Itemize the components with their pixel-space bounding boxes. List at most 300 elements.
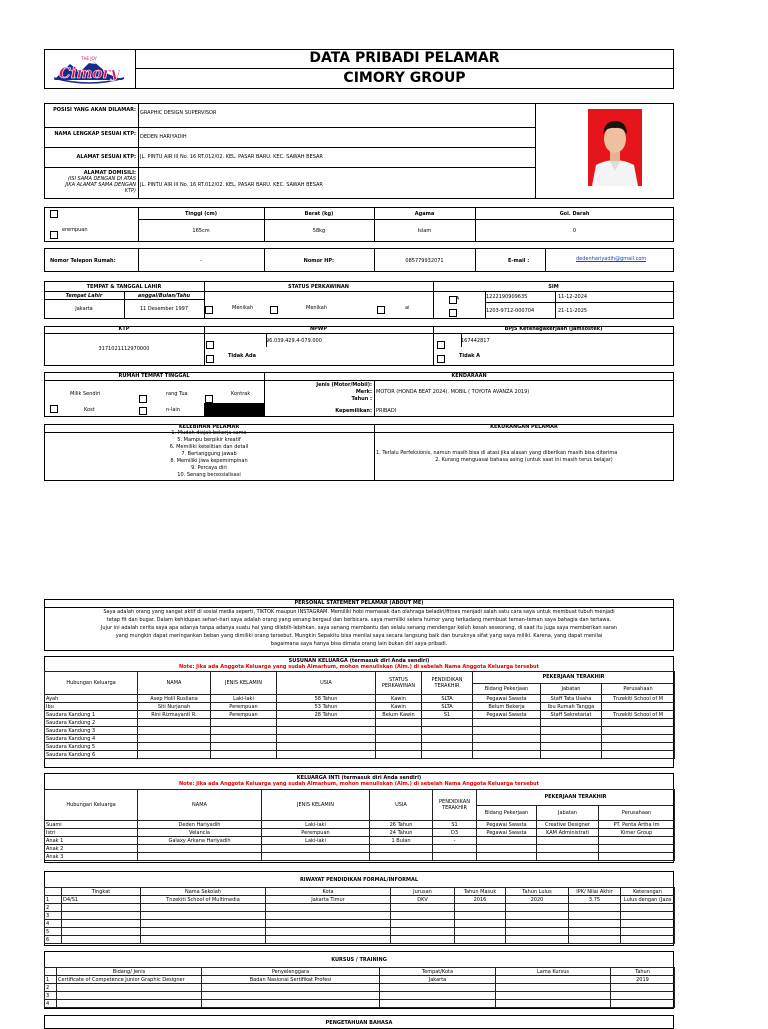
pendidikan-row-cell[interactable] bbox=[266, 928, 391, 936]
pendidikan-row bbox=[45, 896, 675, 904]
susunan-row bbox=[45, 695, 675, 703]
susunan-row bbox=[45, 711, 675, 719]
susunan-row-cell[interactable]: Rini Rizmayanti R. bbox=[138, 711, 211, 719]
ttl-tanggal-value[interactable]: 11 Desember 1997 bbox=[139, 306, 189, 312]
susunan-row-cell[interactable]: Perempuan bbox=[211, 703, 277, 711]
pendidikan-table bbox=[44, 887, 675, 944]
susunan-row-cell[interactable] bbox=[422, 719, 473, 727]
pendidikan-row-cell[interactable] bbox=[506, 920, 569, 928]
susunan-row-cell[interactable]: 58 Tahun bbox=[277, 695, 376, 703]
inti-row-cell[interactable] bbox=[599, 837, 675, 845]
susunan-row-cell[interactable] bbox=[473, 719, 541, 727]
kursus-row-cell[interactable]: 2019 bbox=[611, 976, 675, 984]
susunan-header: JENIS KELAMIN bbox=[211, 672, 277, 695]
kekurangan-item-1[interactable]: 1. Terlalu Perfeksionis, namun masih bisa di atasi jika alasan yang diberikan masih bisa diterima bbox=[376, 450, 618, 456]
inti-row-cell[interactable] bbox=[433, 853, 477, 861]
susunan-row-cell[interactable]: 28 Tahun bbox=[277, 711, 376, 719]
statement-section: PERSONAL STATEMENT PELAMAR (ABOUT ME) bbox=[294, 600, 424, 606]
kekurangan-item-2[interactable]: 2. Kurang menguasai bahasa asing (untuk saat ini masih terus belajar) bbox=[435, 457, 613, 463]
gol-value[interactable]: 0 bbox=[572, 228, 577, 234]
susunan-row-cell[interactable]: Saudara Kandung 3 bbox=[45, 727, 138, 735]
susunan-row-cell[interactable] bbox=[541, 735, 602, 743]
alamat-dom-value[interactable]: JL. PINTU AIR III No. 16 RT.012/02. KEL. PASAR BARU. KEC. SAWAH BESAR bbox=[140, 182, 323, 188]
inti-row-cell[interactable]: Laki-laki bbox=[262, 837, 370, 845]
kursus-row-cell[interactable] bbox=[496, 1000, 611, 1008]
pendidikan-row-cell[interactable] bbox=[621, 928, 675, 936]
pendidikan-row-cell[interactable] bbox=[391, 936, 455, 944]
susunan-row-cell[interactable] bbox=[541, 751, 602, 759]
kursus-row-cell[interactable] bbox=[380, 984, 496, 992]
pendidikan-row-cell[interactable] bbox=[391, 912, 455, 920]
pendidikan-row-cell[interactable] bbox=[62, 928, 141, 936]
susunan-row-cell[interactable]: Staff Sekretariat bbox=[541, 711, 602, 719]
kursus-row bbox=[45, 984, 675, 992]
susunan-row-cell[interactable]: Saudara Kandung 6 bbox=[45, 751, 138, 759]
inti-row-cell[interactable] bbox=[477, 845, 537, 853]
kendaraan-jenis-value[interactable]: MOTOR (HONDA BEAT 2024). MOBIL ( TOYOTA AVANZA 2019) bbox=[376, 389, 530, 395]
kelebihan-list[interactable] bbox=[44, 430, 374, 478]
susunan-row-cell[interactable] bbox=[277, 719, 376, 727]
susunan-row-cell[interactable] bbox=[138, 727, 211, 735]
susunan-row-cell[interactable] bbox=[422, 751, 473, 759]
susunan-row-cell[interactable]: Pegawai Swasta bbox=[473, 695, 541, 703]
kursus-row-cell[interactable] bbox=[496, 984, 611, 992]
susunan-row-cell[interactable]: S1 bbox=[422, 711, 473, 719]
susunan-row-cell[interactable] bbox=[541, 727, 602, 735]
rumah-phone-label: Nomor Telepon Rumah: bbox=[50, 258, 116, 264]
pendidikan-row-cell[interactable]: 4 bbox=[45, 920, 62, 928]
susunan-row-cell[interactable]: Saudara Kandung 1 bbox=[45, 711, 138, 719]
pendidikan-row-cell[interactable] bbox=[506, 936, 569, 944]
bpjs-checkbox-tidak[interactable] bbox=[437, 355, 445, 363]
inti-row-cell[interactable]: 26 Tahun bbox=[370, 821, 433, 829]
npwp-value[interactable]: 96.039.429.4-079.000 bbox=[266, 338, 322, 344]
susunan-row bbox=[45, 727, 675, 735]
inti-row-cell[interactable]: Laki-laki bbox=[262, 821, 370, 829]
pendidikan-row-cell[interactable]: Jakarta Timur bbox=[266, 896, 391, 904]
pendidikan-row-cell[interactable] bbox=[391, 928, 455, 936]
rumah-checkbox-milik[interactable] bbox=[50, 405, 58, 413]
susunan-row-cell[interactable] bbox=[602, 735, 675, 743]
pendidikan-header: Tahun Masuk bbox=[455, 888, 506, 896]
pendidikan-row-cell[interactable] bbox=[62, 920, 141, 928]
inti-header: Hubungan Keluarga bbox=[45, 790, 138, 821]
rumah-milik: Milik Sendiri bbox=[70, 391, 101, 397]
inti-row-cell[interactable]: Velancia bbox=[138, 829, 262, 837]
susunan-row-cell[interactable] bbox=[211, 719, 277, 727]
pendidikan-row-cell[interactable]: Tnzekiti School of Multimedia bbox=[141, 896, 266, 904]
pendidikan-row-cell[interactable] bbox=[266, 936, 391, 944]
inti-row-cell[interactable] bbox=[599, 853, 675, 861]
kursus-row-cell[interactable] bbox=[496, 976, 611, 984]
inti-row-cell[interactable]: Pegawai Swasta bbox=[477, 829, 537, 837]
email-value[interactable]: dedenhariyadih@gmail.com bbox=[576, 256, 647, 262]
berat-label: Berat (kg) bbox=[304, 211, 334, 217]
susunan-row-cell[interactable] bbox=[376, 743, 422, 751]
susunan-row-cell[interactable] bbox=[138, 751, 211, 759]
hp-value[interactable]: 085779932071 bbox=[405, 258, 444, 264]
statement-text[interactable] bbox=[46, 609, 672, 647]
rumah-kost: Kost bbox=[84, 407, 95, 413]
kendaraan-tahun-label: Tahun : bbox=[351, 396, 372, 402]
status-opt-3: ai bbox=[405, 305, 410, 311]
susunan-row-cell[interactable] bbox=[473, 751, 541, 759]
pendidikan-row-cell[interactable] bbox=[569, 904, 621, 912]
susunan-row-cell[interactable] bbox=[277, 743, 376, 751]
susunan-row-cell[interactable]: Belum Kawin bbox=[376, 711, 422, 719]
kursus-row-cell[interactable]: 3 bbox=[45, 992, 57, 1000]
nama-label: NAMA LENGKAP SESUAI KTP: bbox=[54, 131, 136, 137]
susunan-row-cell[interactable] bbox=[602, 751, 675, 759]
hp-label: Nomor HP: bbox=[303, 258, 334, 264]
kursus-row-cell[interactable] bbox=[57, 992, 202, 1000]
susunan-row-cell[interactable] bbox=[277, 735, 376, 743]
pendidikan-row-cell[interactable] bbox=[266, 912, 391, 920]
pendidikan-row-cell[interactable]: 3 bbox=[45, 912, 62, 920]
susunan-row-cell[interactable] bbox=[138, 743, 211, 751]
susunan-row-cell[interactable]: Belum Bekerja bbox=[473, 703, 541, 711]
pendidikan-header: Tingkat bbox=[62, 888, 141, 896]
susunan-row-cell[interactable]: Asep Holil Rusliana bbox=[138, 695, 211, 703]
susunan-row bbox=[45, 719, 675, 727]
inti-row-cell[interactable]: 24 Tahun bbox=[370, 829, 433, 837]
pendidikan-row-cell[interactable]: 6 bbox=[45, 936, 62, 944]
susunan-row-cell[interactable]: SLTA bbox=[422, 703, 473, 711]
susunan-row-cell[interactable]: Perempuan bbox=[211, 711, 277, 719]
rumah-checkbox-ortu[interactable] bbox=[139, 395, 147, 403]
susunan-row-cell[interactable] bbox=[277, 727, 376, 735]
susunan-row-cell[interactable]: Ibu bbox=[45, 703, 138, 711]
susunan-row-cell[interactable]: SLTA bbox=[422, 695, 473, 703]
inti-row-cell[interactable]: Istri bbox=[45, 829, 138, 837]
inti-row-cell[interactable]: Anak 3 bbox=[45, 853, 138, 861]
inti-row-cell[interactable] bbox=[370, 845, 433, 853]
susunan-row-cell[interactable] bbox=[422, 727, 473, 735]
pendidikan-row-cell[interactable]: 2016 bbox=[455, 896, 506, 904]
gender-label: erempuan bbox=[62, 227, 88, 233]
susunan-row-cell[interactable] bbox=[602, 703, 675, 711]
inti-row-cell[interactable] bbox=[537, 845, 599, 853]
pendidikan-row-cell[interactable] bbox=[621, 920, 675, 928]
pendidikan-row-cell[interactable]: D4/S1 bbox=[62, 896, 141, 904]
pendidikan-row bbox=[45, 928, 675, 936]
npwp-checkbox-ada[interactable] bbox=[206, 341, 214, 349]
kursus-row-cell[interactable]: Jakarta bbox=[380, 976, 496, 984]
kursus-row-cell[interactable] bbox=[202, 992, 380, 1000]
sim-row1-no[interactable]: 1222190909635 bbox=[486, 294, 528, 300]
inti-row-cell[interactable] bbox=[599, 845, 675, 853]
susunan-row-cell[interactable]: Siti Nurjanah bbox=[138, 703, 211, 711]
susunan-row-cell[interactable]: Staff Tata Usaha bbox=[541, 695, 602, 703]
susunan-row-cell[interactable] bbox=[473, 735, 541, 743]
sim-a-label: A bbox=[456, 296, 460, 302]
pendidikan-row-cell[interactable] bbox=[455, 936, 506, 944]
susunan-row-cell[interactable] bbox=[277, 751, 376, 759]
kursus-row-cell[interactable] bbox=[380, 1000, 496, 1008]
inti-row-cell[interactable] bbox=[262, 845, 370, 853]
ttl-section: TEMPAT & TANGGAL LAHIR bbox=[86, 284, 162, 290]
susunan-header: PENDIDIKAN TERAKHIR bbox=[422, 672, 473, 695]
kekurangan-section: KEKURANGAN PELAMAR bbox=[490, 424, 558, 430]
bpjs-checkbox-ada[interactable] bbox=[437, 341, 445, 349]
susunan-row-cell[interactable] bbox=[422, 735, 473, 743]
inti-row-cell[interactable]: S1 bbox=[433, 821, 477, 829]
susunan-row-cell[interactable] bbox=[422, 743, 473, 751]
bpjs-value[interactable]: 167442817 bbox=[461, 338, 490, 344]
kursus-row-cell[interactable]: Badan Nasional Sertifikat Profesi bbox=[202, 976, 380, 984]
page-title: DATA PRIBADI PELAMAR bbox=[309, 50, 500, 66]
susunan-row-cell[interactable]: Kawin bbox=[376, 703, 422, 711]
rumah-lain-fill[interactable] bbox=[204, 403, 264, 416]
kursus-header: Tahun bbox=[611, 968, 675, 976]
rumah-ortu: rang Tua bbox=[166, 391, 188, 397]
gender-checkbox-male[interactable] bbox=[50, 210, 58, 218]
inti-row-cell[interactable] bbox=[138, 845, 262, 853]
rumah-phone-value[interactable]: - bbox=[200, 258, 202, 264]
pendidikan-row-cell[interactable] bbox=[506, 928, 569, 936]
inti-row-cell[interactable] bbox=[262, 853, 370, 861]
pendidikan-header: IPK/ Nilai Akhir bbox=[569, 888, 621, 896]
susunan-row-cell[interactable]: Tnzekiti School of M bbox=[602, 711, 675, 719]
kursus-row bbox=[45, 976, 675, 984]
susunan-row-cell[interactable] bbox=[376, 727, 422, 735]
pendidikan-row-cell[interactable]: DKV bbox=[391, 896, 455, 904]
pendidikan-row-cell[interactable] bbox=[455, 912, 506, 920]
bpjs-tidak: Tidak A bbox=[459, 353, 481, 359]
pendidikan-row-cell[interactable]: Lulus dengan (Jaza bbox=[621, 896, 675, 904]
sim-row1-date[interactable]: 11-12-2024 bbox=[558, 294, 588, 300]
pendidikan-row-cell[interactable] bbox=[141, 912, 266, 920]
statement-line: Jujur ini adalah cerita saya apa adanya tanpa adanya suatu hal yang dilebih-lebihkan. saya senang membantu dan selalu senang mendengar keluh kesah seseorang, di saat itu juga saya memberikan saran bbox=[100, 625, 618, 631]
inti-row-cell[interactable]: D3 bbox=[433, 829, 477, 837]
susunan-row-cell[interactable] bbox=[473, 743, 541, 751]
susunan-row-cell[interactable] bbox=[376, 751, 422, 759]
pendidikan-row-cell[interactable] bbox=[62, 904, 141, 912]
pendidikan-row-cell[interactable] bbox=[569, 912, 621, 920]
pendidikan-row-cell[interactable] bbox=[621, 904, 675, 912]
kursus-row-cell[interactable]: 1 bbox=[45, 976, 57, 984]
inti-row-cell[interactable]: Galaxy Arkana Hariyadih bbox=[138, 837, 262, 845]
pendidikan-row-cell[interactable] bbox=[62, 912, 141, 920]
inti-row-cell[interactable]: Anak 1 bbox=[45, 837, 138, 845]
pendidikan-header: Jurusan bbox=[391, 888, 455, 896]
inti-header: PEKERJAAN TERAKHIR bbox=[477, 790, 675, 806]
kursus-header: Bidang/ Jenis bbox=[57, 968, 202, 976]
susunan-header: Jabatan bbox=[541, 683, 602, 695]
susunan-row-cell[interactable] bbox=[541, 719, 602, 727]
kursus-section: KURSUS / TRAINING bbox=[331, 957, 387, 963]
susunan-row-cell[interactable] bbox=[602, 727, 675, 735]
pendidikan-row-cell[interactable] bbox=[455, 904, 506, 912]
kursus-row-cell[interactable]: 2 bbox=[45, 984, 57, 992]
inti-header: JENIS KELAMIN bbox=[262, 790, 370, 821]
ktp-value[interactable]: 3171021112970000 bbox=[98, 346, 150, 352]
inti-row-cell[interactable]: Anak 2 bbox=[45, 845, 138, 853]
inti-row-cell[interactable]: Perempuan bbox=[262, 829, 370, 837]
npwp-checkbox-tidak[interactable] bbox=[206, 355, 214, 363]
applicant-photo bbox=[588, 109, 642, 186]
inti-row-cell[interactable] bbox=[370, 853, 433, 861]
susunan-row bbox=[45, 735, 675, 743]
svg-text:Cimory: Cimory bbox=[58, 64, 120, 82]
susunan-row-cell[interactable] bbox=[473, 727, 541, 735]
ttl-tempat-value[interactable]: Jakarta bbox=[75, 306, 93, 312]
pendidikan-row-cell[interactable]: 2020 bbox=[506, 896, 569, 904]
susunan-header: PEKERJAAN TERAKHIR bbox=[473, 672, 675, 684]
pendidikan-row-cell[interactable] bbox=[141, 904, 266, 912]
pendidikan-row-cell[interactable]: 3.75 bbox=[569, 896, 621, 904]
inti-row-cell[interactable] bbox=[433, 845, 477, 853]
susunan-row-cell[interactable]: Ayah bbox=[45, 695, 138, 703]
kursus-row-cell[interactable]: 4 bbox=[45, 1000, 57, 1008]
kursus-row-cell[interactable] bbox=[611, 992, 675, 1000]
susunan-row-cell[interactable]: Saudara Kandung 5 bbox=[45, 743, 138, 751]
pendidikan-row bbox=[45, 920, 675, 928]
inti-header: Bidang Pekerjaan bbox=[477, 805, 537, 821]
pendidikan-row-cell[interactable] bbox=[506, 904, 569, 912]
rumah-checkbox-kost[interactable] bbox=[139, 407, 147, 415]
pendidikan-row-cell[interactable] bbox=[569, 920, 621, 928]
email-label: E-mail : bbox=[508, 258, 530, 264]
inti-note: Note: Jika ada Anggota Keluarga yang sudah Almarhum, mohon menuliskan (Alm.) di sebelah Nama Anggota Keluarga tersebut bbox=[178, 781, 539, 787]
nama-value[interactable]: DEDEN HARIYADIH bbox=[140, 134, 187, 140]
susunan-row-cell[interactable] bbox=[211, 735, 277, 743]
svg-text:THE JOY: THE JOY bbox=[81, 56, 97, 61]
inti-row-cell[interactable] bbox=[477, 853, 537, 861]
kursus-row-cell[interactable] bbox=[611, 1000, 675, 1008]
susunan-note: Note: Jika ada Anggota Keluarga yang sudah Almarhum, mohon menuliskan (Alm.) di sebelah Nama Anggota Keluarga tersebut bbox=[178, 664, 539, 670]
susunan-row-cell[interactable] bbox=[138, 735, 211, 743]
berat-value[interactable]: 58kg bbox=[312, 228, 326, 234]
susunan-row-cell[interactable]: Saudara Kandung 2 bbox=[45, 719, 138, 727]
rumah-checkbox-kontrak[interactable] bbox=[205, 395, 213, 403]
statement-line: Saya adalah orang yang sangat aktif di sosial media seperti, TIKTOK maupun INSTAGRAM. Memiliki hobi memasak dan olahraga beladiri/fitnes menjadi salah satu cara saya untuk membuat tubuh menjadi bbox=[103, 609, 615, 615]
kendaraan-kepemilikan-value[interactable]: PRIBADI bbox=[376, 408, 397, 414]
pendidikan-row-cell[interactable] bbox=[141, 928, 266, 936]
kursus-row-cell[interactable] bbox=[202, 984, 380, 992]
pendidikan-row-cell[interactable] bbox=[391, 904, 455, 912]
susunan-row-cell[interactable]: Laki-laki bbox=[211, 695, 277, 703]
susunan-row-cell[interactable]: Ibu Rumah Tangga bbox=[541, 703, 602, 711]
inti-row-cell[interactable]: Creative Designer bbox=[537, 821, 599, 829]
pendidikan-row-cell[interactable] bbox=[569, 928, 621, 936]
pendidikan-row-cell[interactable] bbox=[62, 936, 141, 944]
kursus-row-cell[interactable] bbox=[496, 992, 611, 1000]
inti-row bbox=[45, 821, 675, 829]
susunan-header: STATUS PERKAWINAN bbox=[376, 672, 422, 695]
tinggi-label: Tinggi (cm) bbox=[184, 211, 218, 217]
pendidikan-row-cell[interactable] bbox=[266, 904, 391, 912]
susunan-row-cell[interactable]: Pegawai Swasta bbox=[473, 711, 541, 719]
pendidikan-row-cell[interactable]: 5 bbox=[45, 928, 62, 936]
susunan-row-cell[interactable] bbox=[376, 719, 422, 727]
inti-row-cell[interactable]: Deden Hariyadih bbox=[138, 821, 262, 829]
susunan-header: Hubungan Keluarga bbox=[45, 672, 138, 695]
pendidikan-row-cell[interactable]: 2 bbox=[45, 904, 62, 912]
kursus-row-cell[interactable] bbox=[202, 1000, 380, 1008]
susunan-row-cell[interactable] bbox=[211, 751, 277, 759]
pendidikan-row-cell[interactable] bbox=[506, 912, 569, 920]
inti-row-cell[interactable]: KAM Administrati bbox=[537, 829, 599, 837]
gender-checkbox-female[interactable] bbox=[50, 231, 58, 239]
susunan-row-cell[interactable] bbox=[376, 735, 422, 743]
pendidikan-row-cell[interactable] bbox=[141, 936, 266, 944]
pendidikan-row-cell[interactable] bbox=[455, 920, 506, 928]
pendidikan-row-cell[interactable] bbox=[621, 912, 675, 920]
susunan-row-cell[interactable] bbox=[211, 743, 277, 751]
posisi-value[interactable]: GRAPHIC DESIGN SUPERVISOR bbox=[140, 110, 217, 116]
status-checkbox-1[interactable] bbox=[205, 306, 213, 314]
susunan-row-cell[interactable] bbox=[138, 719, 211, 727]
inti-row-cell[interactable]: - bbox=[433, 837, 477, 845]
ttl-tanggal-label: anggal/Bulan/Tahu bbox=[137, 293, 191, 299]
alamat-dom-note3: KTP) bbox=[124, 188, 136, 194]
rumah-lain: n-lain bbox=[166, 407, 180, 413]
pendidikan-row-cell[interactable] bbox=[141, 920, 266, 928]
pendidikan-row-cell[interactable]: 1 bbox=[45, 896, 62, 904]
pendidikan-header: Tahun Lulus bbox=[506, 888, 569, 896]
status-checkbox-3[interactable] bbox=[377, 306, 385, 314]
status-checkbox-2[interactable] bbox=[270, 306, 278, 314]
susunan-row-cell[interactable]: Tnzekiti School of M bbox=[602, 695, 675, 703]
susunan-row-cell[interactable] bbox=[602, 743, 675, 751]
inti-row-cell[interactable]: Suami bbox=[45, 821, 138, 829]
pendidikan-header: Kota bbox=[266, 888, 391, 896]
sim-checkbox-c[interactable] bbox=[449, 309, 457, 317]
susunan-row-cell[interactable] bbox=[211, 727, 277, 735]
inti-row-cell[interactable] bbox=[537, 837, 599, 845]
pendidikan-row-cell[interactable] bbox=[266, 920, 391, 928]
kursus-row-cell[interactable] bbox=[380, 992, 496, 1000]
inti-row-cell[interactable] bbox=[477, 837, 537, 845]
pendidikan-row bbox=[45, 912, 675, 920]
kursus-row-cell[interactable] bbox=[57, 984, 202, 992]
inti-row-cell[interactable] bbox=[138, 853, 262, 861]
susunan-header: USIA bbox=[277, 672, 376, 695]
pendidikan-row-cell[interactable] bbox=[455, 928, 506, 936]
kursus-row-cell[interactable] bbox=[611, 984, 675, 992]
statement-line: bagaimana saya hanya bisa dimata orang lain bukan diri saya pribadi. bbox=[270, 641, 448, 647]
kelebihan-item: 9. Percaya diri bbox=[191, 465, 227, 471]
kelebihan-item: 8. Memiliki jiwa kepemimpinan bbox=[170, 458, 248, 464]
alamat-dom-label: ALAMAT DOMISILI: bbox=[83, 170, 136, 176]
susunan-row-cell[interactable]: Saudara Kandung 4 bbox=[45, 735, 138, 743]
agama-value[interactable]: Islam bbox=[417, 228, 432, 234]
pendidikan-row-cell[interactable] bbox=[621, 936, 675, 944]
inti-row-cell[interactable]: 1 Bulan bbox=[370, 837, 433, 845]
sim-row2-no[interactable]: 1203-9712-000704 bbox=[486, 308, 535, 314]
pendidikan-row-cell[interactable] bbox=[391, 920, 455, 928]
pendidikan-row-cell[interactable] bbox=[569, 936, 621, 944]
sim-row2-date[interactable]: 21-11-2025 bbox=[558, 308, 588, 314]
inti-row-cell[interactable] bbox=[537, 853, 599, 861]
susunan-row-cell[interactable] bbox=[602, 719, 675, 727]
susunan-header: Perusahaan bbox=[602, 683, 675, 695]
kursus-row-cell[interactable] bbox=[57, 1000, 202, 1008]
page-subtitle: CIMORY GROUP bbox=[343, 70, 466, 86]
tinggi-value[interactable]: 165cm bbox=[192, 228, 210, 234]
susunan-row-cell[interactable] bbox=[541, 743, 602, 751]
susunan-row-cell[interactable]: Kawin bbox=[376, 695, 422, 703]
inti-row-cell[interactable]: Pegawai Swasta bbox=[477, 821, 537, 829]
pendidikan-row bbox=[45, 936, 675, 944]
inti-row-cell[interactable]: Kimer Group bbox=[599, 829, 675, 837]
alamat-ktp-value[interactable]: JL. PINTU AIR III No. 16 RT.012/02. KEL. PASAR BARU. KEC. SAWAH BESAR bbox=[140, 154, 323, 160]
susunan-row-cell[interactable]: 53 Tahun bbox=[277, 703, 376, 711]
kursus-row-cell[interactable]: Certificate of Competence Junior Graphic Designer bbox=[57, 976, 202, 984]
inti-row-cell[interactable]: PT. Penta Artha Im bbox=[599, 821, 675, 829]
status-opt-1: Menikah bbox=[232, 305, 253, 311]
